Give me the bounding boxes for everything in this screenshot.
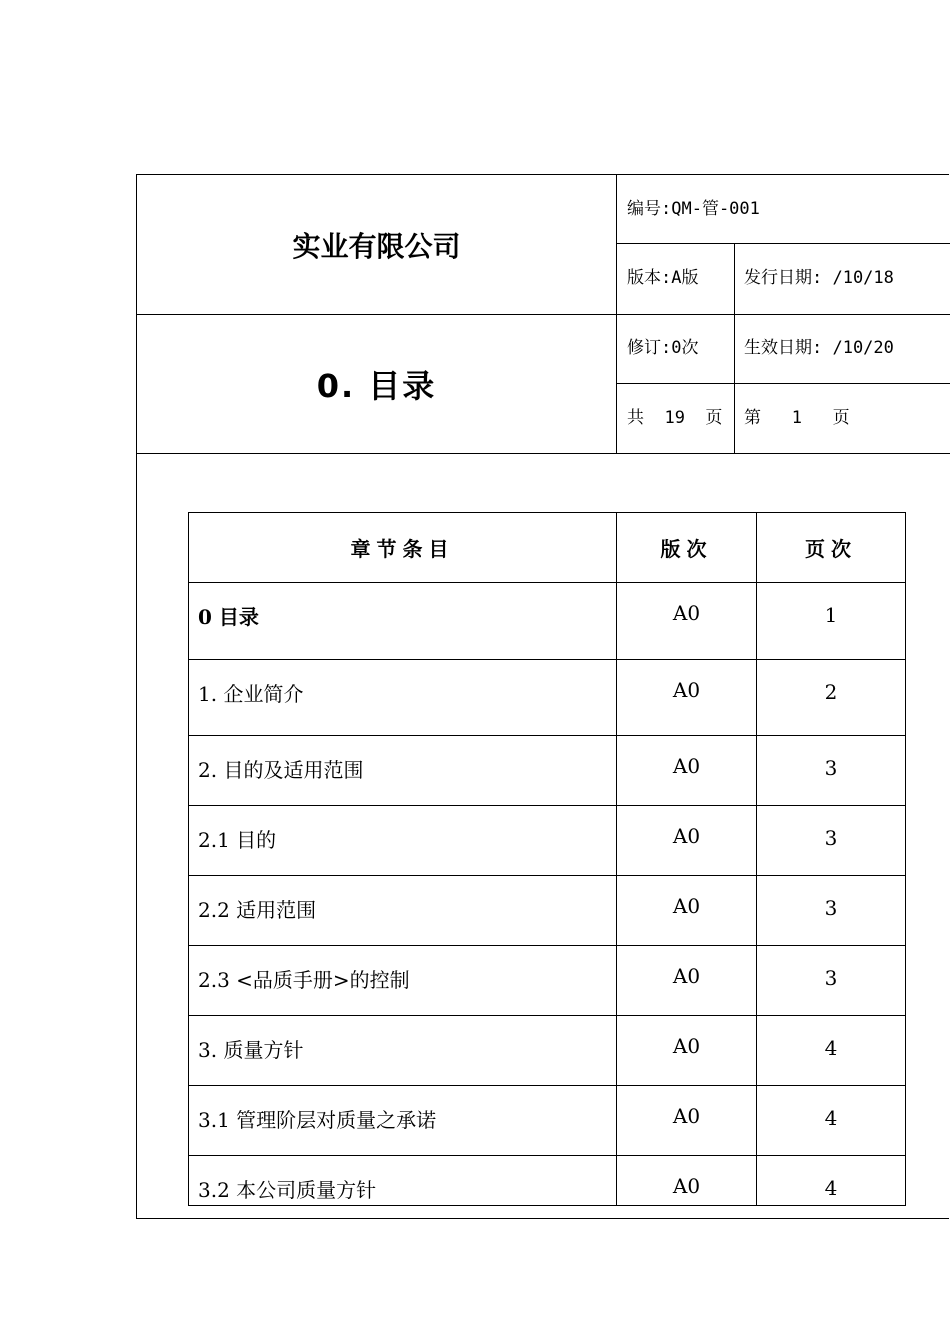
- toc-version: A0: [617, 806, 757, 876]
- toc-version: A0: [617, 1086, 757, 1156]
- column-header-page: 页次: [757, 513, 906, 583]
- total-pages: 共 19 页: [627, 408, 723, 428]
- toc-page: 3: [757, 806, 906, 876]
- toc-version: A0: [617, 1156, 757, 1206]
- table-row: [189, 1156, 906, 1206]
- header-bottom-border: [137, 453, 950, 454]
- toc-chapter: 3.1 管理阶层对质量之承诺: [189, 1086, 617, 1156]
- toc-page: 1: [757, 583, 906, 660]
- table-row: [189, 946, 906, 1016]
- toc-version: A0: [617, 660, 757, 736]
- toc-version: A0: [617, 583, 757, 660]
- column-header-version: 版次: [617, 513, 757, 583]
- toc-page: 3: [757, 946, 906, 1016]
- toc-header-row: [189, 513, 906, 583]
- document-title: 0. 目录: [316, 367, 437, 405]
- toc-chapter: 1. 企业简介: [189, 660, 617, 736]
- toc-page: 2: [757, 660, 906, 736]
- version-label: 版本:A版: [627, 268, 699, 288]
- revision-label: 修订:0次: [627, 338, 699, 358]
- column-header-chapter: 章节条目: [189, 513, 617, 583]
- table-row: [189, 583, 906, 660]
- toc-page: 4: [757, 1086, 906, 1156]
- doc-number: 编号:QM-管-001: [627, 199, 760, 219]
- table-row: [189, 806, 906, 876]
- current-page: 第 1 页: [744, 408, 850, 428]
- toc-table: [188, 512, 906, 1206]
- meta-column-divider: [616, 175, 617, 453]
- company-name: 实业有限公司: [292, 229, 461, 263]
- table-row: [189, 1086, 906, 1156]
- toc-chapter: 2.2 适用范围: [189, 876, 617, 946]
- table-row: [189, 876, 906, 946]
- toc-chapter: 3.2 本公司质量方针: [189, 1156, 617, 1206]
- toc-chapter: 2.1 目的: [189, 806, 617, 876]
- table-row: [189, 660, 906, 736]
- meta-row-divider: [616, 243, 950, 244]
- toc-version: A0: [617, 946, 757, 1016]
- effective-date: 生效日期: /10/20: [744, 338, 894, 358]
- toc-version: A0: [617, 736, 757, 806]
- toc-version: A0: [617, 1016, 757, 1086]
- toc-version: A0: [617, 876, 757, 946]
- toc-chapter: 2. 目的及适用范围: [189, 736, 617, 806]
- table-row: [189, 736, 906, 806]
- toc-page: 4: [757, 1156, 906, 1206]
- meta-row-divider: [616, 383, 950, 384]
- meta-column-divider: [734, 243, 735, 453]
- toc-chapter: 3. 质量方针: [189, 1016, 617, 1086]
- toc-page: 3: [757, 736, 906, 806]
- toc-page: 3: [757, 876, 906, 946]
- issue-date: 发行日期: /10/18: [744, 268, 894, 288]
- toc-chapter: 0 目录: [189, 583, 617, 660]
- toc-chapter: 2.3 <品质手册>的控制: [189, 946, 617, 1016]
- toc-page: 4: [757, 1016, 906, 1086]
- table-row: [189, 1016, 906, 1086]
